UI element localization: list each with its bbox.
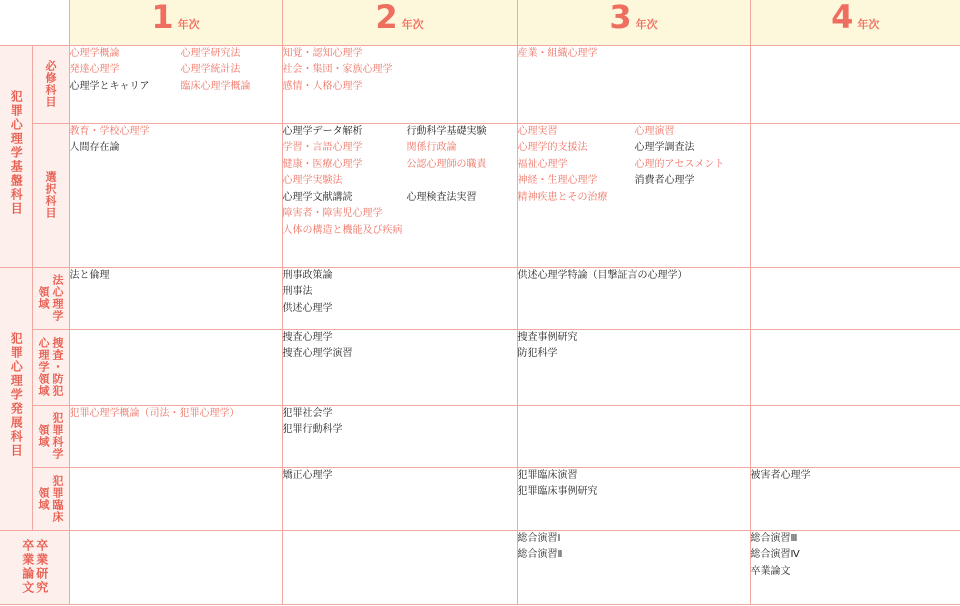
course-name: 心理学文献講読 bbox=[282, 191, 353, 203]
sub-clinical-line1: 犯罪臨床 bbox=[51, 474, 64, 523]
course-name: 被害者心理学 bbox=[750, 469, 811, 481]
course-column bbox=[518, 268, 750, 285]
cell-criminology-y3 bbox=[517, 405, 750, 467]
course-name: 矯正心理学 bbox=[282, 469, 333, 481]
course-name: 捜査事例研究 bbox=[517, 331, 578, 343]
course-column bbox=[283, 330, 517, 363]
cell-investigation-y2 bbox=[282, 329, 517, 405]
course-column bbox=[518, 46, 750, 63]
course-name: 総合演習Ⅰ bbox=[517, 532, 561, 544]
category-advanced bbox=[0, 267, 32, 530]
course-name: 捜査心理学演習 bbox=[282, 348, 353, 359]
sub-law-line2: 領域 bbox=[37, 286, 50, 310]
sub-criminology-line2: 領域 bbox=[37, 424, 50, 448]
year-suffix: 年次 bbox=[857, 18, 880, 31]
category-basic bbox=[0, 45, 32, 267]
cell-required-y1 bbox=[69, 45, 282, 123]
cell-investigation-y3 bbox=[517, 329, 750, 405]
cell-law-y3 bbox=[517, 267, 750, 329]
cell-thesis-y2 bbox=[282, 530, 517, 604]
sub-elective bbox=[32, 123, 69, 267]
course-column bbox=[518, 124, 635, 207]
course-name: 心理実習 bbox=[517, 125, 558, 137]
course-name: 公認心理師の職責 bbox=[406, 158, 487, 170]
sub-investigation-line1: 捜査・防犯 bbox=[51, 337, 64, 397]
cell-required-y2 bbox=[282, 45, 517, 123]
cell-elective-y2 bbox=[282, 123, 517, 267]
course-name: 犯罪行動科学 bbox=[282, 424, 343, 435]
course-name: 心理学とキャリア bbox=[69, 80, 150, 92]
course-name: 犯罪臨床演習 bbox=[517, 469, 578, 481]
course-name: 心理学研究法 bbox=[180, 47, 241, 59]
course-name: 教育・学校心理学 bbox=[69, 125, 150, 137]
course-name: 産業・組織心理学 bbox=[517, 47, 598, 59]
cell-investigation-y1 bbox=[69, 329, 282, 405]
sub-criminology-line1: 犯罪科学 bbox=[51, 412, 64, 460]
year-number: 1 bbox=[151, 0, 174, 36]
course-name: 犯罪臨床事例研究 bbox=[517, 486, 598, 497]
sub-required bbox=[32, 45, 69, 123]
course-name: 社会・集団・家族心理学 bbox=[282, 64, 393, 75]
course-name: 人間存在論 bbox=[69, 142, 120, 153]
year-number: 4 bbox=[831, 0, 854, 36]
course-column bbox=[518, 330, 750, 363]
cell-law-y4 bbox=[750, 267, 960, 329]
course-name: 人体の構造と機能及び疾病 bbox=[282, 224, 403, 236]
sub-law-line1: 法心理学 bbox=[51, 274, 64, 322]
category-advanced-label: 犯罪心理学発展科目 bbox=[9, 332, 24, 459]
year-header-2 bbox=[282, 0, 517, 45]
sub-investigation-line2: 心理学領域 bbox=[37, 337, 50, 397]
cell-clinical-y3 bbox=[517, 467, 750, 530]
course-name: 犯罪社会学 bbox=[282, 407, 333, 419]
cell-elective-y4 bbox=[750, 123, 960, 267]
cell-criminology-y4 bbox=[750, 405, 960, 467]
course-name: 心理演習 bbox=[634, 125, 675, 137]
course-column bbox=[518, 468, 750, 501]
cell-thesis-y3 bbox=[517, 530, 750, 604]
course-column bbox=[283, 268, 517, 318]
course-name: 障害者・障害児心理学 bbox=[282, 208, 383, 219]
course-column bbox=[283, 46, 517, 96]
course-name: 心理学調査法 bbox=[634, 142, 695, 153]
year-suffix: 年次 bbox=[401, 18, 424, 31]
sub-clinical bbox=[32, 467, 69, 530]
course-name: 総合演習Ⅱ bbox=[517, 549, 563, 560]
year-header-1 bbox=[69, 0, 282, 45]
course-name: 福祉心理学 bbox=[517, 158, 568, 170]
cell-elective-y1 bbox=[69, 123, 282, 267]
sub-required-label: 必修科目 bbox=[44, 60, 57, 108]
cell-clinical-y4 bbox=[750, 467, 960, 530]
course-name: 心理学的支援法 bbox=[517, 142, 588, 153]
sub-law bbox=[32, 267, 69, 329]
cell-clinical-y2 bbox=[282, 467, 517, 530]
year-number: 3 bbox=[609, 0, 632, 36]
course-column bbox=[283, 206, 517, 239]
cell-required-y3 bbox=[517, 45, 750, 123]
course-name: 行動科学基礎実験 bbox=[406, 125, 487, 137]
corner-cell bbox=[0, 0, 69, 45]
course-name: 心理検査法実習 bbox=[406, 191, 477, 203]
course-name: 神経・生理心理学 bbox=[517, 175, 598, 186]
course-name: 学習・言語心理学 bbox=[282, 142, 363, 153]
course-name: 総合演習Ⅳ bbox=[750, 549, 800, 560]
year-suffix: 年次 bbox=[177, 18, 200, 31]
course-column bbox=[70, 268, 282, 285]
cell-elective-y3 bbox=[517, 123, 750, 267]
course-name: 臨床心理学概論 bbox=[180, 80, 251, 92]
cell-law-y2 bbox=[282, 267, 517, 329]
course-name: 捜査心理学 bbox=[282, 331, 333, 343]
course-name: 心理学実験法 bbox=[282, 175, 343, 186]
course-name: 関係行政論 bbox=[406, 142, 457, 153]
course-name: 総合演習Ⅲ bbox=[750, 532, 798, 544]
course-column bbox=[70, 46, 181, 96]
course-name: 供述心理学特論（目撃証言の心理学） bbox=[517, 269, 688, 281]
course-column bbox=[283, 406, 517, 439]
year-suffix: 年次 bbox=[635, 18, 658, 31]
course-name: 犯罪心理学概論（司法・犯罪心理学） bbox=[69, 407, 240, 419]
course-column bbox=[181, 46, 251, 96]
course-name: 消費者心理学 bbox=[634, 175, 695, 186]
year-header-3 bbox=[517, 0, 750, 45]
course-name: 卒業論文 bbox=[750, 565, 791, 577]
course-column bbox=[70, 124, 282, 157]
course-name: 心理学統計法 bbox=[180, 64, 241, 75]
course-column bbox=[751, 531, 960, 581]
course-column bbox=[751, 468, 960, 485]
course-name: 心理的アセスメント bbox=[634, 158, 725, 170]
course-column bbox=[518, 531, 750, 564]
course-column bbox=[283, 124, 407, 207]
course-name: 心理学概論 bbox=[69, 47, 120, 59]
cell-investigation-y4 bbox=[750, 329, 960, 405]
course-name bbox=[407, 173, 487, 190]
course-name: 防犯科学 bbox=[517, 348, 558, 359]
sub-criminology bbox=[32, 405, 69, 467]
cell-criminology-y2 bbox=[282, 405, 517, 467]
category-thesis-line2: 卒業論文 bbox=[20, 539, 35, 595]
course-name: 刑事法 bbox=[282, 286, 313, 297]
course-name: 心理学データ解析 bbox=[282, 125, 363, 137]
course-name: 供述心理学 bbox=[282, 302, 333, 314]
sub-elective-label: 選択科目 bbox=[44, 171, 57, 219]
course-column bbox=[70, 406, 282, 423]
course-name: 健康・医療心理学 bbox=[282, 158, 363, 170]
course-name: 感情・人格心理学 bbox=[282, 80, 363, 92]
year-header-4 bbox=[750, 0, 960, 45]
category-basic-label: 犯罪心理学基盤科目 bbox=[9, 89, 24, 216]
year-number: 2 bbox=[375, 0, 398, 36]
sub-investigation bbox=[32, 329, 69, 405]
cell-clinical-y1 bbox=[69, 467, 282, 530]
course-name: 刑事政策論 bbox=[282, 269, 333, 281]
course-name: 知覚・認知心理学 bbox=[282, 47, 363, 59]
sub-clinical-line2: 領域 bbox=[37, 486, 50, 511]
course-column bbox=[407, 124, 487, 207]
cell-criminology-y1 bbox=[69, 405, 282, 467]
course-column bbox=[283, 468, 517, 485]
course-name: 発達心理学 bbox=[69, 64, 120, 75]
category-thesis-line1: 卒業研究 bbox=[34, 539, 49, 595]
cell-thesis-y4 bbox=[750, 530, 960, 604]
cell-law-y1 bbox=[69, 267, 282, 329]
course-column bbox=[635, 124, 725, 207]
course-name: 精神疾患とその治療 bbox=[517, 191, 608, 203]
course-name: 法と倫理 bbox=[69, 269, 110, 281]
cell-required-y4 bbox=[750, 45, 960, 123]
cell-thesis-y1 bbox=[69, 530, 282, 604]
category-thesis bbox=[0, 530, 69, 604]
